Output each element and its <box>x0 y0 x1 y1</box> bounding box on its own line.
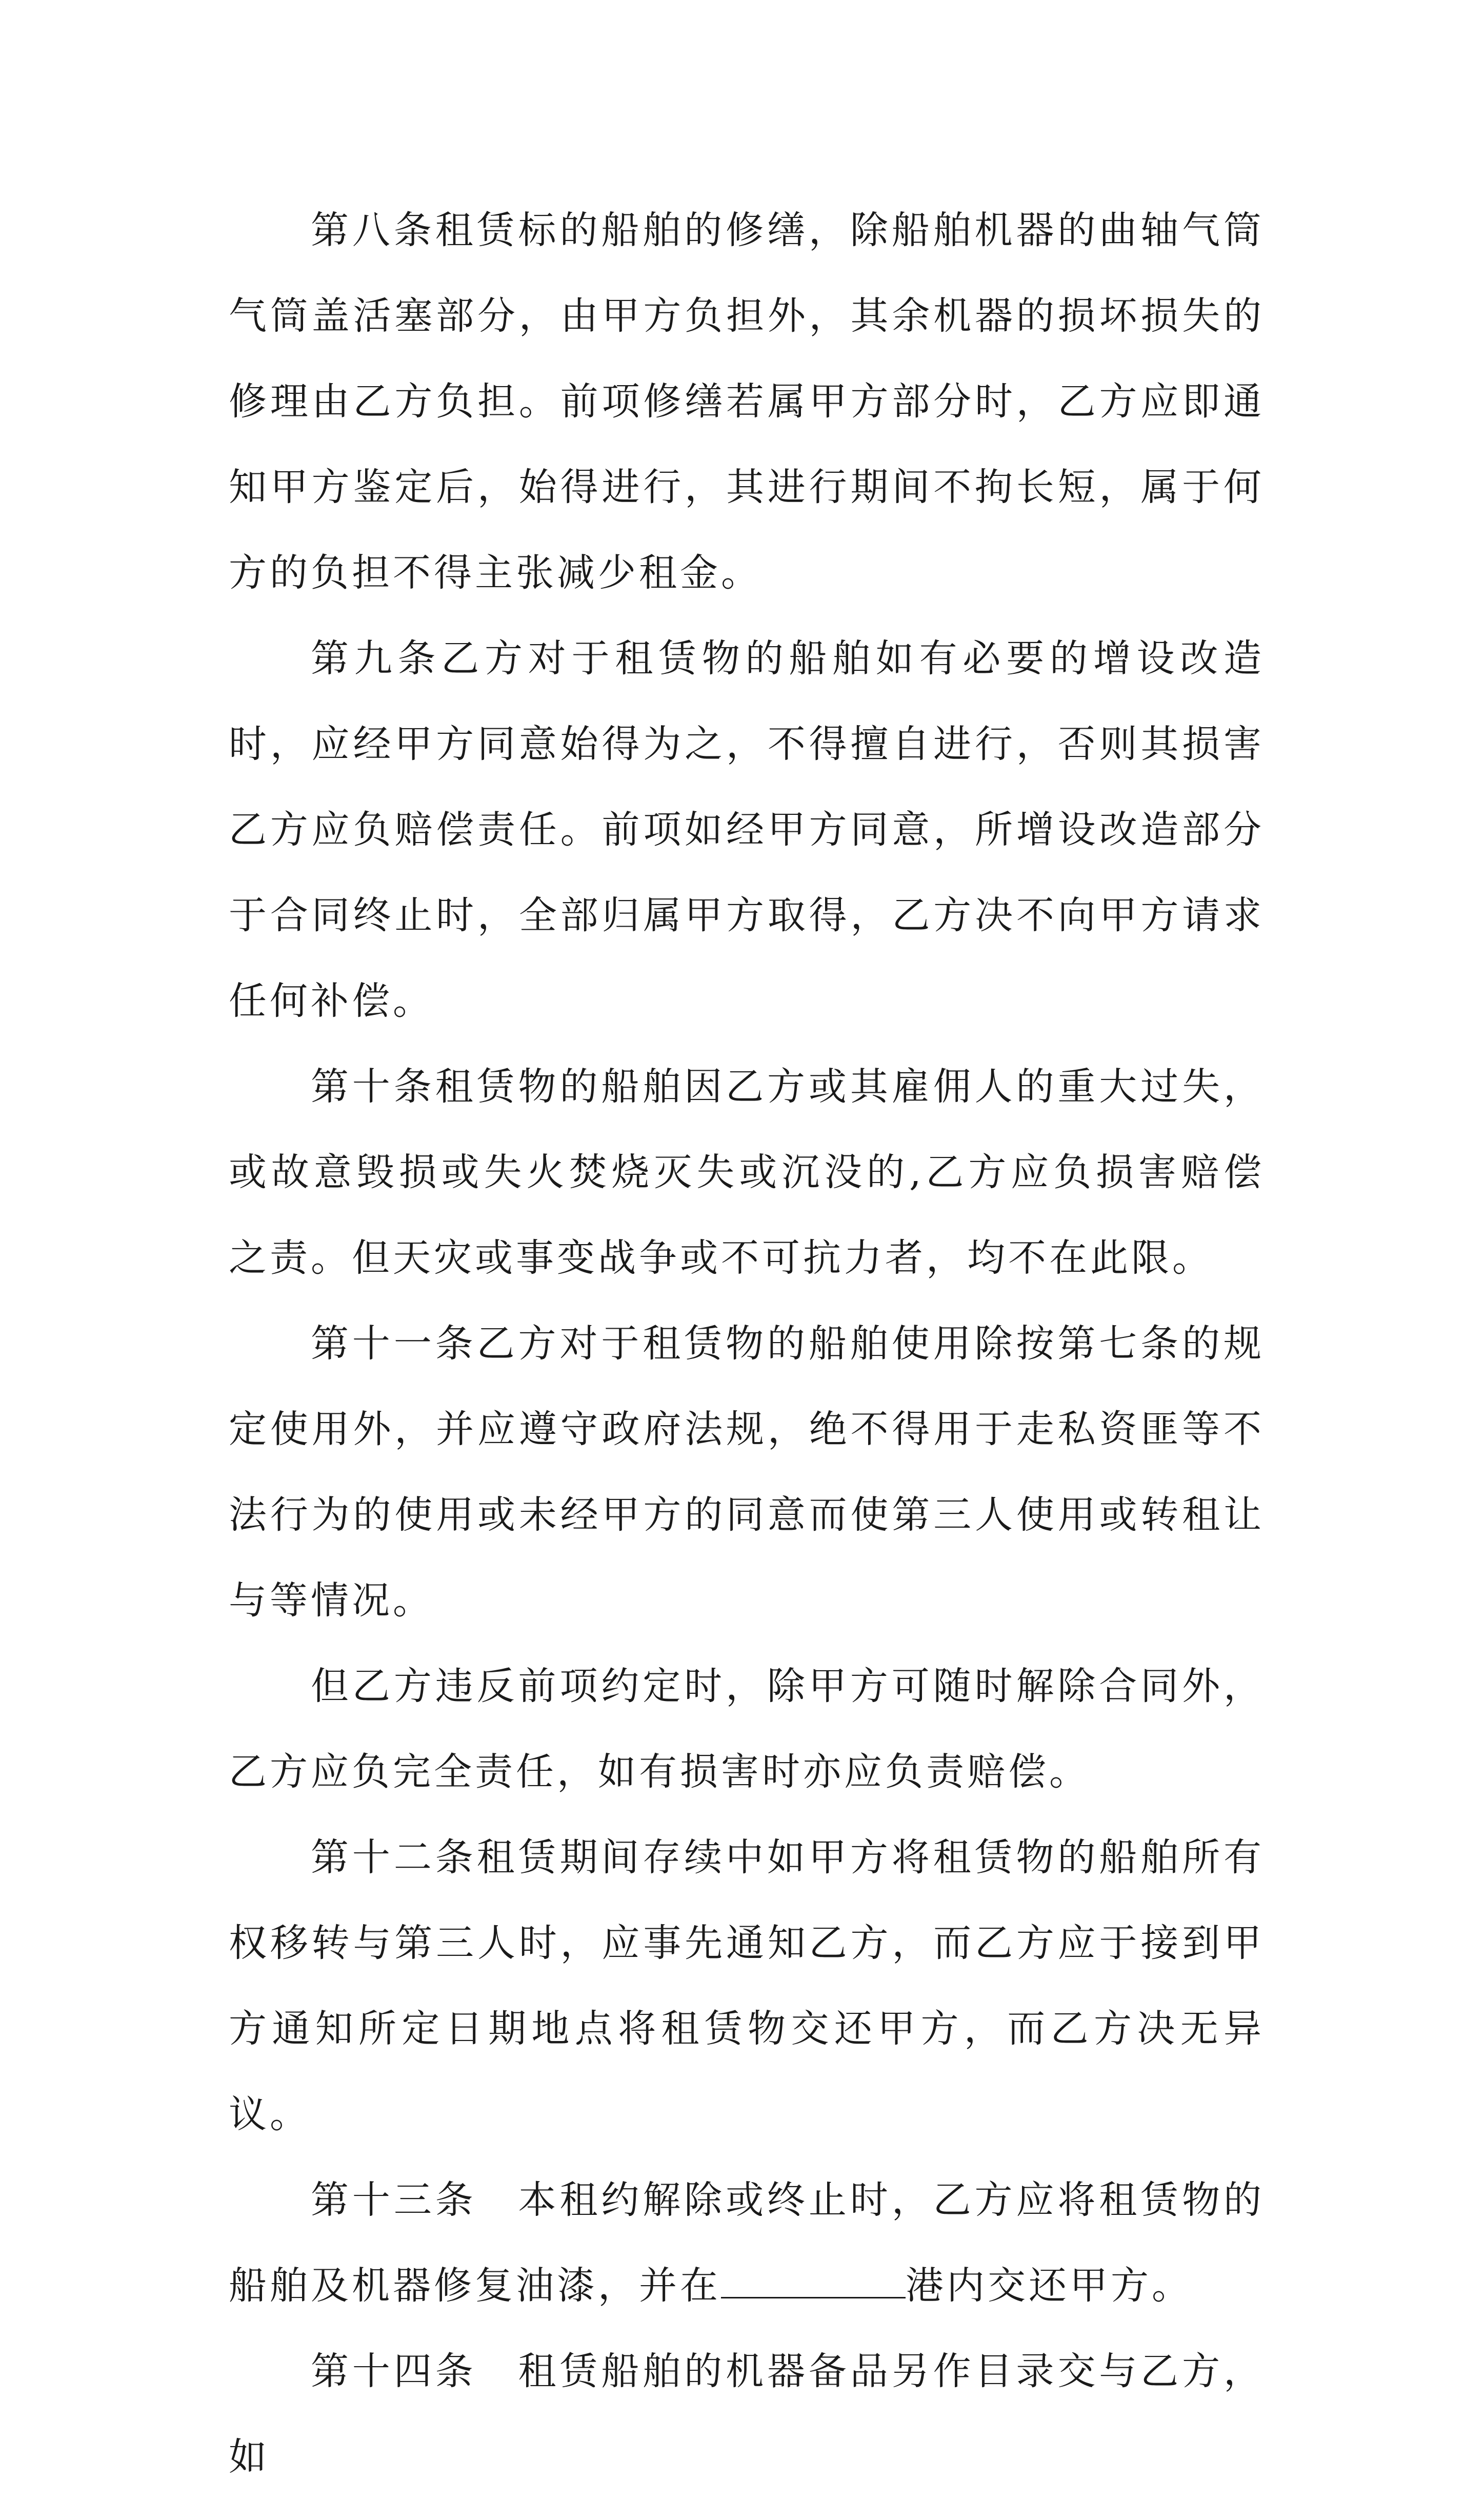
clause-14: 第十四条 租赁船舶的机器备品另作目录交与乙方，如 <box>229 2349 1265 2479</box>
clause-10: 第十条租赁物的船舶因乙方或其雇佣人的重大过失，或故意毁损或失火焚烧灭失或沉没的,乙方应负损害赔偿之责。但天灾或事变战争或不可抗力者，均不在此限。 <box>229 1065 1265 1280</box>
clause-13-text-after: 港内交还甲方。 <box>906 2264 1193 2308</box>
clause-8: 第八条租赁标的船舶的修缮，除船舶机器的曲轴气筒气筒盖活塞部分，由甲方负担外，其余机器的损坏损失的修理由乙方负担。前项修缮若属甲方部分时，乙方应即通知甲方鉴定后，始得进行，其进行期间不拘长短，属于何方的负担不得主张减少租金。 <box>229 208 1265 595</box>
document-body <box>229 188 1265 2500</box>
clause-11-supplement: 但乙方违反前项约定时，除甲方可随时解除合同外，乙方应负完全责任，如有损害时亦应负责赔偿。 <box>229 1664 1265 1794</box>
clause-9: 第九条乙方对于租赁物的船舶如有必要的增设改造时，应经甲方同意始得为之，不得擅自进行，否则其损害乙方应负赔偿责任。前项如经甲方同意，所增设改造部分于合同终止时，全部归属甲方取得，乙方决不向甲方请求任何补偿。 <box>229 636 1265 1023</box>
clause-13 <box>229 2157 1265 2329</box>
clause-11: 第十一条乙方对于租赁物的船舶使用除按第七条的规定使用外，并应遵守政府法规，绝不得用于走私资匪等不法行为的使用或未经甲方的同意而使第三人使用或转租让与等情况。 <box>229 1322 1265 1623</box>
port-name-blank <box>721 2266 906 2298</box>
clause-13-text-before: 第十三条 本租约解除或终止时，乙方应将租赁物的船舶及机器修复油漆，并在 <box>229 2178 1265 2308</box>
clause-12: 第十二条租赁期间存续中如甲方将租赁物的船舶所有权移转与第三人时，应事先通知乙方，而乙方应于接到甲方通知所定日期地点将租赁物交还甲方，而乙方决无异议。 <box>229 1835 1265 2136</box>
